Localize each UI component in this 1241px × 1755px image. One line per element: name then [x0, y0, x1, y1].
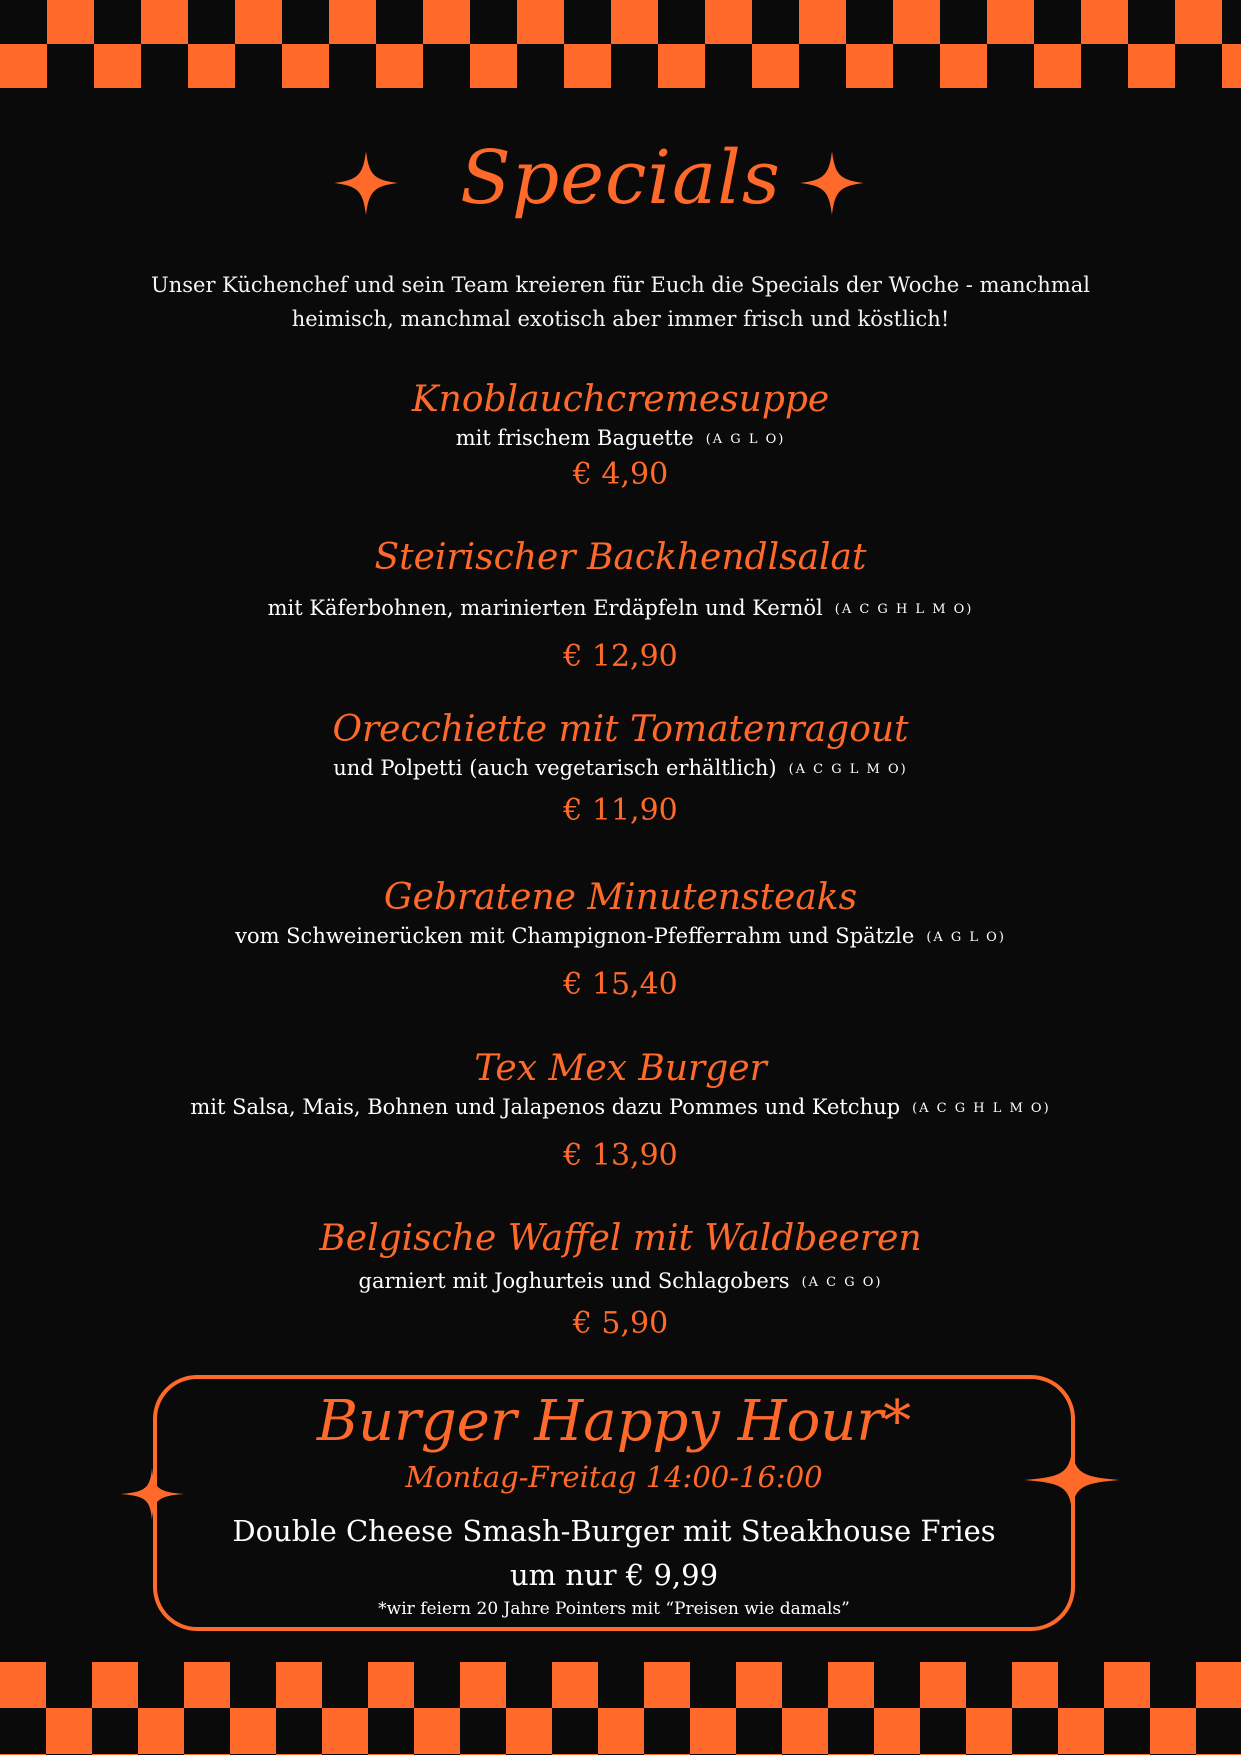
happy-hour-time: Montag-Freitag 14:00-16:00	[405, 1460, 823, 1494]
checker-pattern-bottom	[0, 1662, 1241, 1755]
checker-border-top	[0, 0, 1241, 88]
dish-allergens: (A C G O)	[801, 1275, 883, 1290]
happy-hour-box	[153, 1375, 1075, 1631]
dish-description-text: und Polpetti (auch vegetarisch erhältlich)	[333, 756, 777, 780]
dish-price: € 11,90	[563, 793, 678, 828]
dish-description	[0, 593, 1241, 625]
dish-allergens: (A C G H L M O)	[834, 602, 974, 617]
dish-description	[0, 423, 1241, 455]
dish-price: € 15,40	[563, 967, 678, 1002]
sparkle-icon-box-left	[120, 1468, 184, 1520]
dish-allergens: (A C G H L M O)	[912, 1101, 1051, 1116]
dish-description	[0, 921, 1241, 953]
sparkle-icon-box-right	[1024, 1450, 1120, 1510]
dish-item	[0, 377, 1241, 495]
dish-name: Orecchiette mit Tomatenragout	[332, 709, 909, 750]
intro-line-1: Unser Küchenchef und sein Team kreieren für Euch die Specials der Woche - manchmal	[151, 273, 1090, 297]
dish-name: Steirischer Backhendlsalat	[374, 537, 867, 578]
dish-allergens: (A G L O)	[926, 930, 1006, 945]
title-section	[0, 125, 1241, 235]
dish-price: € 5,90	[572, 1306, 669, 1341]
dish-description-text: vom Schweinerücken mit Champignon-Pfefferrahm und Spätzle	[235, 924, 915, 948]
dish-item	[0, 1216, 1241, 1344]
intro-text	[120, 268, 1121, 336]
dish-price: € 13,90	[563, 1138, 678, 1173]
dish-item	[0, 875, 1241, 1005]
dish-description-text: mit frischem Baguette	[455, 426, 694, 450]
dish-name: Gebratene Minutensteaks	[383, 877, 858, 918]
dish-description	[0, 1092, 1241, 1124]
dish-item	[0, 707, 1241, 831]
page-title: Specials	[460, 135, 781, 221]
dish-description-text: mit Käferbohnen, marinierten Erdäpfeln und Kernöl	[267, 596, 823, 620]
dish-allergens: (A C G L M O)	[788, 762, 908, 777]
intro-line-2: heimisch, manchmal exotisch aber immer frisch und köstlich!	[291, 307, 950, 331]
dish-name: Belgische Waffel mit Waldbeeren	[319, 1218, 922, 1259]
happy-hour-note: *wir feiern 20 Jahre Pointers mit “Preisen wie damals”	[378, 1599, 850, 1619]
dish-item	[0, 535, 1241, 677]
happy-hour-title: Burger Happy Hour*	[316, 1389, 912, 1454]
happy-hour-offer: Double Cheese Smash-Burger mit Steakhouse Fries	[232, 1514, 996, 1548]
dish-description-text: garniert mit Joghurteis und Schlagobers	[358, 1269, 790, 1293]
happy-hour-price: um nur € 9,99	[509, 1558, 719, 1592]
dish-price: € 4,90	[572, 457, 669, 492]
dish-allergens: (A G L O)	[705, 432, 786, 447]
dish-item	[0, 1046, 1241, 1176]
dish-description	[0, 1266, 1241, 1298]
dish-description	[0, 753, 1241, 785]
sparkle-icon-right	[800, 151, 864, 215]
dish-description-text: mit Salsa, Mais, Bohnen und Jalapenos dazu Pommes und Ketchup	[190, 1095, 901, 1119]
dish-name: Tex Mex Burger	[474, 1048, 767, 1089]
dish-name: Knoblauchcremesuppe	[411, 379, 830, 420]
checker-pattern-top	[0, 0, 1241, 88]
checker-border-bottom	[0, 1662, 1241, 1755]
dish-price: € 12,90	[563, 639, 678, 674]
